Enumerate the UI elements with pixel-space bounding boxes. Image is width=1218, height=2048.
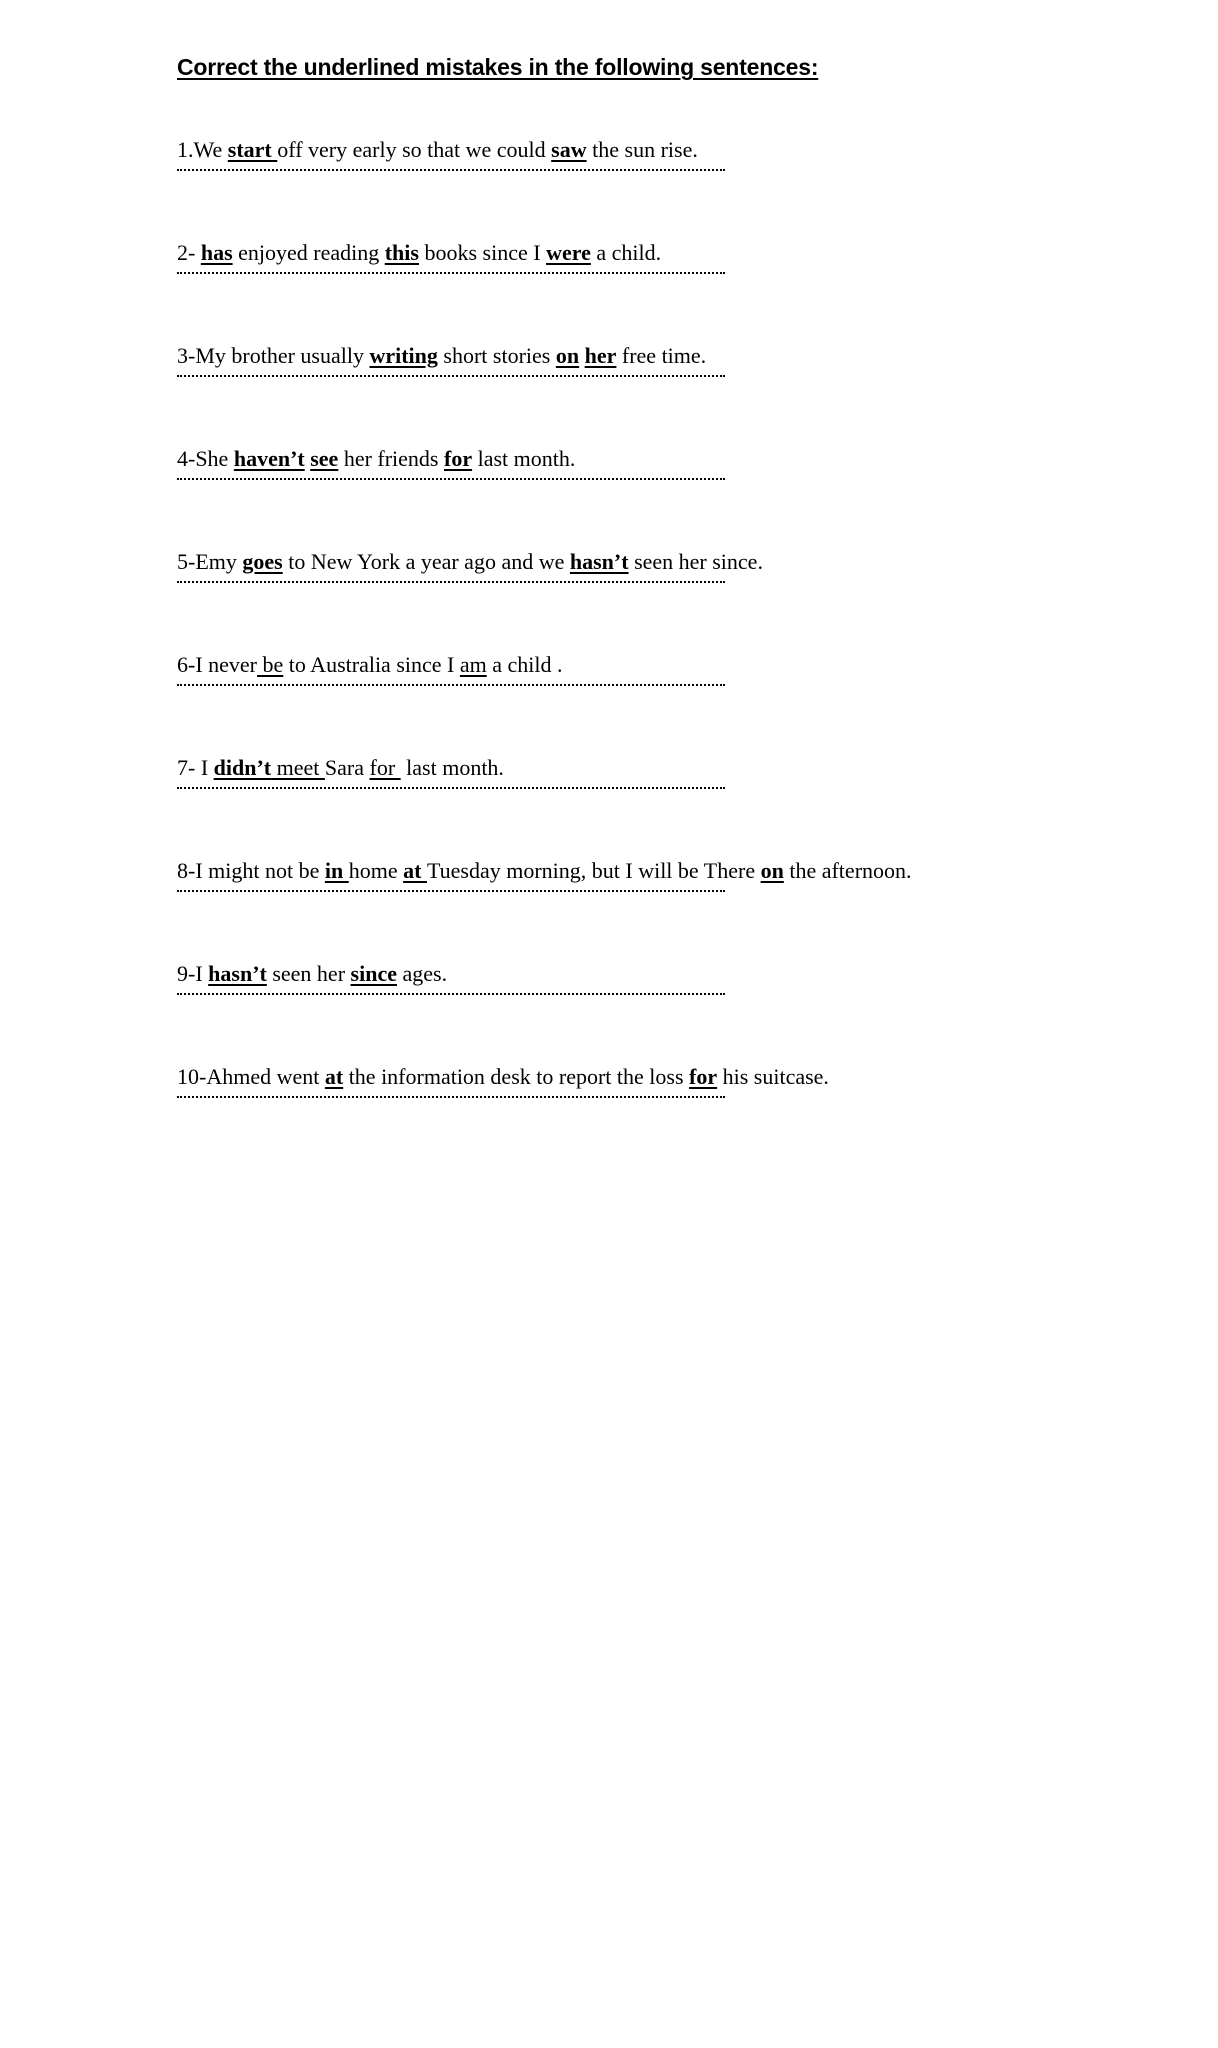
exercise-item-3 <box>177 342 1177 377</box>
sentence-text: his suitcase. <box>717 1064 829 1089</box>
underlined-mistake: this <box>384 240 419 265</box>
exercise-item-9 <box>177 960 1177 995</box>
underlined-mistake: goes <box>242 549 283 574</box>
sentence-text: seen her since. <box>628 549 763 574</box>
underlined-mistake: for <box>444 446 473 471</box>
worksheet-heading: Correct the underlined mistakes in the following sentences: <box>177 54 819 80</box>
underlined-mistake: see <box>310 446 339 471</box>
underlined-mistake: for <box>689 1064 718 1089</box>
answer-line-4[interactable] <box>177 478 725 480</box>
exercise-item-6 <box>177 651 1177 686</box>
exercise-item-7 <box>177 754 1177 789</box>
sentence-text: last month. <box>400 755 504 780</box>
sentence-text: Sara <box>324 755 370 780</box>
underlined-mistake: were <box>546 240 591 265</box>
sentence-text: Tuesday morning, but I will be There <box>426 858 761 883</box>
answer-line-8[interactable] <box>177 890 725 892</box>
underlined-mistake: in <box>324 858 349 883</box>
sentence-text: enjoyed reading <box>232 240 385 265</box>
answer-line-3[interactable] <box>177 375 725 377</box>
underlined-mistake: at <box>324 1064 344 1089</box>
sentence-text: the information desk to report the loss <box>343 1064 690 1089</box>
sentence-text: to New York a year ago and we <box>282 549 570 574</box>
exercise-sentence-1 <box>177 136 1177 164</box>
sentence-text: seen her <box>266 961 351 986</box>
sentence-text: home <box>348 858 404 883</box>
underlined-mistake: meet <box>271 755 325 780</box>
sentence-text: her friends <box>338 446 444 471</box>
sentence-text: 6-I never <box>177 652 258 677</box>
exercise-sentence-2 <box>177 239 1177 267</box>
exercise-sentence-9 <box>177 960 1177 988</box>
sentence-text: 10-Ahmed went <box>177 1064 325 1089</box>
exercise-item-4 <box>177 445 1177 480</box>
sentence-text: a child . <box>486 652 563 677</box>
underlined-mistake: her <box>584 343 617 368</box>
sentence-text: short stories <box>437 343 556 368</box>
underlined-mistake: hasn’t <box>208 961 267 986</box>
answer-line-1[interactable] <box>177 169 725 171</box>
underlined-mistake: since <box>350 961 397 986</box>
underlined-mistake: on <box>760 858 784 883</box>
exercise-sentence-10 <box>177 1063 1177 1091</box>
sentence-text: 2- <box>177 240 201 265</box>
exercise-sentence-6 <box>177 651 1177 679</box>
answer-line-5[interactable] <box>177 581 725 583</box>
answer-line-9[interactable] <box>177 993 725 995</box>
exercise-item-10 <box>177 1063 1177 1098</box>
exercise-sentence-8 <box>177 857 1177 885</box>
exercise-sentence-5 <box>177 548 1177 576</box>
exercise-item-1 <box>177 136 1177 171</box>
sentence-text: to Australia since I <box>283 652 460 677</box>
sentence-text: off very early so that we could <box>277 137 552 162</box>
sentence-text: 1.We <box>177 137 228 162</box>
sentence-text: 3-My brother usually <box>177 343 370 368</box>
exercise-item-8 <box>177 857 1177 892</box>
sentence-text: 9-I <box>177 961 209 986</box>
exercise-sentence-4 <box>177 445 1177 473</box>
underlined-mistake: on <box>555 343 580 368</box>
underlined-mistake: didn’t <box>213 755 272 780</box>
sentence-text: a child. <box>590 240 662 265</box>
underlined-mistake: for <box>369 755 401 780</box>
underlined-mistake: haven’t <box>233 446 305 471</box>
sentence-text: the sun rise. <box>586 137 698 162</box>
underlined-mistake: writing <box>369 343 438 368</box>
sentence-text: the afternoon. <box>783 858 912 883</box>
underlined-mistake: am <box>459 652 487 677</box>
exercise-item-2 <box>177 239 1177 274</box>
underlined-mistake: be <box>257 652 284 677</box>
underlined-mistake: start <box>227 137 278 162</box>
answer-line-2[interactable] <box>177 272 725 274</box>
answer-line-7[interactable] <box>177 787 725 789</box>
underlined-mistake: has <box>200 240 233 265</box>
exercise-sentence-3 <box>177 342 1177 370</box>
answer-line-6[interactable] <box>177 684 725 686</box>
sentence-text: 5-Emy <box>177 549 243 574</box>
exercise-item-5 <box>177 548 1177 583</box>
underlined-mistake: at <box>403 858 427 883</box>
underlined-mistake: hasn’t <box>569 549 629 574</box>
exercise-sentence-7 <box>177 754 1177 782</box>
sentence-text: ages. <box>396 961 448 986</box>
sentence-text: last month. <box>472 446 576 471</box>
sentence-text: 8-I might not be <box>177 858 325 883</box>
sentence-text: 7- I <box>177 755 214 780</box>
sentence-text: 4-She <box>177 446 234 471</box>
sentence-text: books since I <box>418 240 547 265</box>
answer-line-10[interactable] <box>177 1096 725 1098</box>
sentence-text: free time. <box>616 343 707 368</box>
underlined-mistake: saw <box>551 137 587 162</box>
